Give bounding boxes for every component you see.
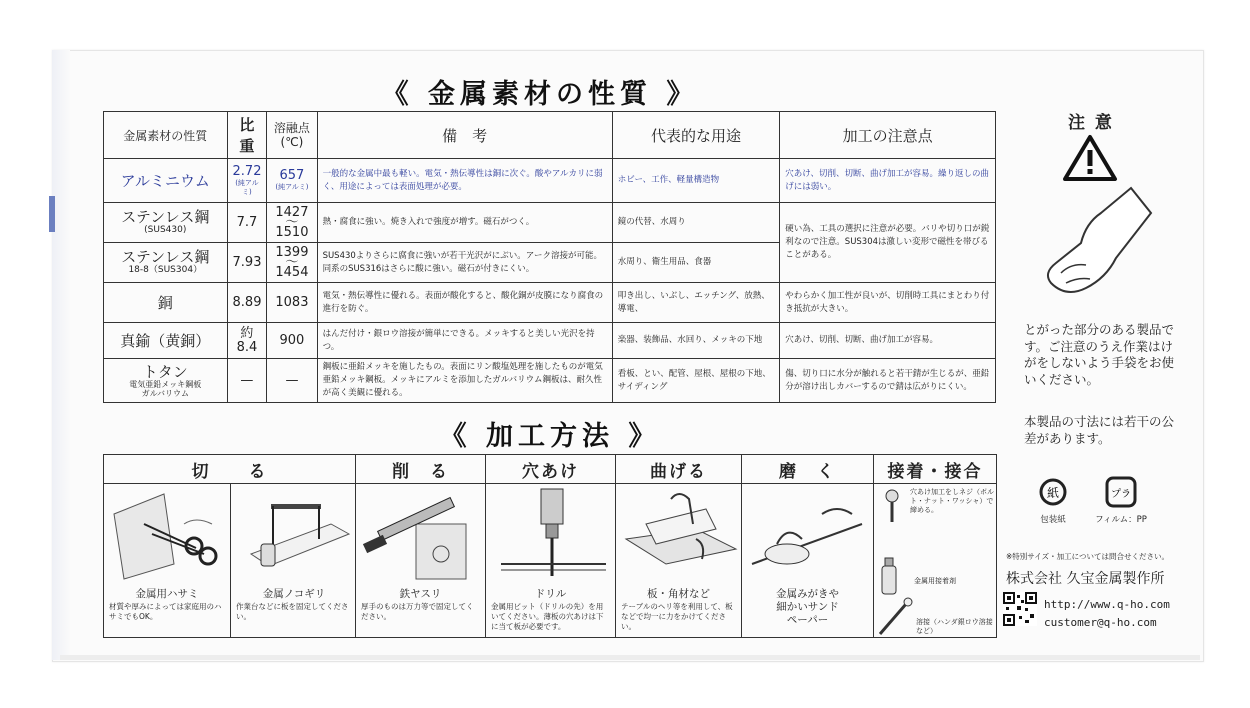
melting-value: 1427 〜 1510 (267, 203, 317, 243)
scissors-tool (104, 484, 231, 637)
method-cut: 切 る (104, 455, 356, 484)
warning-icon (1062, 134, 1118, 182)
bend-tool (616, 484, 742, 638)
recycle-pp-icon (1101, 474, 1141, 510)
material-name: トタン 電気亜鉛メッキ鋼板 ガルバリウム (104, 359, 228, 403)
header-remark: 備 考 (317, 112, 612, 159)
caution-text: やわらかく加工性が良いが、切削時工具にまとわり付き抵抗が大きい。 (780, 283, 996, 323)
svg-text:紙: 紙 (1046, 486, 1060, 500)
table-row (104, 359, 996, 403)
use-text: ホビー、工作、軽量構造物 (612, 159, 780, 203)
gravity-value: 8.89 (227, 283, 267, 323)
header-gravity: 比重 (227, 112, 267, 159)
tolerance-note: 本製品の寸法には若干の公差があります。 (1024, 414, 1175, 446)
tool-note: 厚手のものは万力等で固定してください。 (361, 602, 474, 621)
recycle-paper-label: 包装紙 (1040, 515, 1066, 525)
tool-note: 作業台などに板を固定してください。 (236, 602, 349, 621)
glove-icon (1036, 183, 1156, 313)
cut-tools-cell (104, 484, 356, 638)
sheet-fold (52, 50, 70, 660)
use-text: 水周り、衛生用品、食器 (612, 243, 780, 283)
caution-text: 穴あけ、切削、切断、曲げ加工が容易。 (780, 323, 996, 359)
header-material: 金属素材の性質 (104, 112, 228, 159)
website-link[interactable]: http://www.q-ho.com (1044, 598, 1170, 611)
gravity-value: 2.72 (純アルミ) (227, 159, 267, 203)
remark-text: 熱・腐食に強い。焼き入れで強度が増す。磁石がつく。 (317, 203, 612, 243)
method-bend: 曲げる (616, 455, 742, 484)
qr-code-icon (1003, 592, 1037, 626)
remark-text: はんだ付け・銀ロウ溶接が簡単にできる。メッキすると美しい光沢を持つ。 (317, 323, 612, 359)
properties-title: 《 金属素材の性質 》 (381, 79, 699, 110)
use-text: 叩き出し、いぶし、エッチング、放熱、導電、 (612, 283, 780, 323)
melting-value: 1083 (267, 283, 317, 323)
joining-weld-note: 溶接（ハンダ銀ロウ溶接など） (916, 618, 993, 635)
company-name: 株式会社 久宝金属製作所 (1006, 571, 1165, 587)
method-polish: 磨 く (742, 455, 874, 484)
properties-header-row (104, 112, 996, 159)
file-tool (356, 484, 486, 638)
use-text: 楽器、装飾品、水回り、メッキの下地 (612, 323, 780, 359)
remark-text: 一般的な金属中最も軽い。電気・熱伝導性は銅に次ぐ。酸やアルカリに弱く、用途によっては表面処理が必要。 (317, 159, 612, 203)
melting-value: 1399 〜 1454 (267, 243, 317, 283)
remark-text: SUS430よりさらに腐食に強いが若干光沢がにぶい。アーク溶接が可能。同系のSUS316はさらに酸に強い。磁石が付きにくい。 (317, 243, 612, 283)
email-link[interactable]: customer@q-ho.com (1044, 616, 1157, 629)
recycle-pp-label: フィルム：PP (1095, 515, 1147, 525)
methods-header-row (104, 455, 997, 484)
methods-tools-row (104, 484, 997, 638)
file-illustration (356, 484, 486, 584)
header-melting: 溶融点 (℃) (267, 112, 317, 159)
caution-title: 注 意 (1068, 113, 1114, 133)
tool-name: 金属用ハサミ (135, 588, 199, 600)
recycle-pp-mark (1086, 474, 1156, 525)
contact-info (1044, 596, 1170, 632)
tool-name: 鉄ヤスリ (399, 588, 442, 600)
melting-value: 900 (267, 323, 317, 359)
table-row (104, 323, 996, 359)
blue-edge-mark (49, 196, 55, 232)
recycle-paper-mark (1028, 474, 1078, 525)
tool-name: 金属みがきや 細かいサンド ペーパー (776, 588, 839, 626)
bending-illustration (616, 484, 742, 584)
drill-tool (486, 484, 616, 638)
caution-message: とがった部分のある製品です。ご注意のうえ作業はけがをしないよう手袋をお使いください。 (1024, 322, 1175, 387)
tool-note: 材質や厚みによっては家庭用のハサミでもOK。 (109, 602, 222, 621)
methods-title: 《 加工方法 》 (439, 421, 661, 452)
header-caution: 加工の注意点 (780, 112, 996, 159)
properties-table (103, 111, 996, 403)
material-name: ステンレス鋼 (SUS430) (104, 203, 228, 243)
material-name: 真鍮（黄銅） (104, 323, 228, 359)
recycle-paper-icon (1033, 474, 1073, 510)
saw-tool (231, 484, 357, 637)
polish-tool (742, 484, 874, 638)
caution-text: 穴あけ、切削、切断、曲げ加工が容易。繰り返しの曲げには弱い。 (780, 159, 996, 203)
methods-table (103, 454, 997, 638)
special-order-note: ※特別サイズ・加工については問合せください。 (1006, 552, 1170, 561)
table-row (104, 203, 996, 243)
drill-illustration (486, 484, 616, 584)
tool-name: ドリル (534, 588, 567, 600)
gravity-value: 7.93 (227, 243, 267, 283)
svg-text:プラ: プラ (1111, 489, 1131, 500)
joining-adhesive-note: 金属用接着剤 (914, 577, 956, 585)
tool-name: 金属ノコギリ (262, 588, 326, 600)
scissors-illustration (104, 484, 230, 584)
remark-text: 電気・熱伝導性に優れる。表面が酸化すると、酸化銅が皮膜になり腐食の進行を防ぐ。 (317, 283, 612, 323)
method-join: 接着・接合 (874, 455, 997, 484)
caution-text: 硬い為、工具の選択に注意が必要。バリや切り口が鋭利なので注意。SUS304は激しい変形で磁性を帯びることがある。 (780, 203, 996, 283)
method-shave: 削 る (356, 455, 486, 484)
gravity-value: 約8.4 (227, 323, 267, 359)
use-text: 鏡の代替、水周り (612, 203, 780, 243)
use-text: 看板、とい、配管、屋根、屋根の下地、サイディング (612, 359, 780, 403)
tool-note: 金属用ビット（ドリルの先）を用いてください。薄板の穴あけは下に当て板が必要です。 (491, 602, 604, 631)
melting-value: 657 (純アルミ) (267, 159, 317, 203)
tool-note: テーブルのヘリ等を利用して、板などで均一に力をかけてください。 (621, 602, 733, 631)
joining-cell (874, 484, 997, 638)
caution-text: 傷、切り口に水分が触れると若干錆が生じるが、亜鉛分が溶け出しカバーするので錆は広がりにくい。 (780, 359, 996, 403)
polishing-illustration (742, 484, 872, 584)
gravity-value: — (227, 359, 267, 403)
material-name: アルミニウム (104, 159, 228, 203)
method-drill: 穴あけ (486, 455, 616, 484)
tool-name: 板・角材など (647, 588, 710, 600)
material-name: 銅 (104, 283, 228, 323)
sheet-bottom-edge (60, 655, 1200, 660)
remark-text: 鋼板に亜鉛メッキを施したもの。表面にリン酸塩処理を施したものが電気亜鉛メッキ鋼板。メッキにアルミを添加したガルバリウム鋼板は、耐久性が高く美観に優れる。 (317, 359, 612, 403)
saw-illustration (231, 484, 357, 584)
header-use: 代表的な用途 (612, 112, 780, 159)
melting-value: — (267, 359, 317, 403)
table-row (104, 283, 996, 323)
gravity-value: 7.7 (227, 203, 267, 243)
joining-screw-note: 穴あけ加工をしネジ（ボルト・ナット・ワッシャ）で締める。 (910, 488, 994, 514)
material-name: ステンレス鋼 18-8（SUS304） (104, 243, 228, 283)
table-row (104, 159, 996, 203)
